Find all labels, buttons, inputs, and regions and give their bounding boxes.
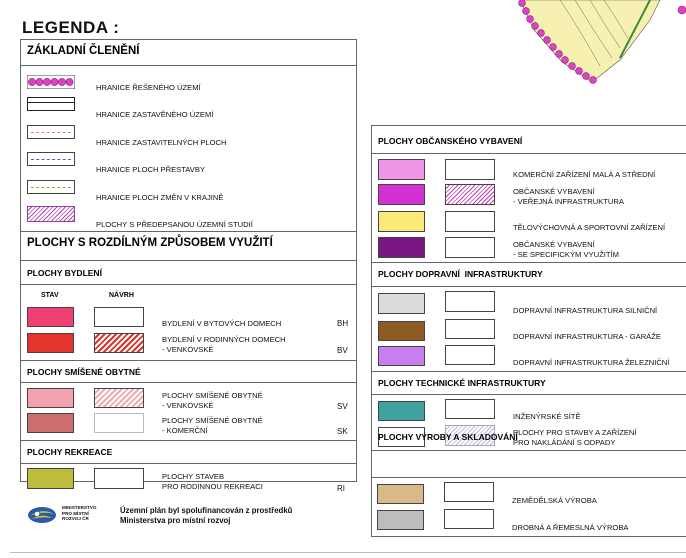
housing-item-code: BV [337, 346, 348, 355]
rail-navrh-swatch [445, 345, 495, 365]
recreation-item-label-2: PRO RODINNOU REKREACI [162, 482, 263, 491]
recreation-item-code: RI [337, 484, 345, 493]
mixed-title: PLOCHY SMÍŠENÉ OBYTNÉ [27, 367, 141, 377]
boundary-landscape-swatch [27, 180, 75, 194]
boundary-redevelopment-swatch [27, 152, 75, 166]
civic-commercial-stav-swatch [378, 159, 425, 180]
boundary-bead [583, 73, 590, 80]
logo-text-line: PRO MÍSTNÍ [62, 510, 89, 516]
basic-item-label: HRANICE PLOCH PŘESTAVBY [96, 165, 206, 174]
boundary-bead [544, 37, 551, 44]
boundary-bead [562, 57, 569, 64]
ri-navrh-swatch [94, 468, 144, 489]
production-item-label: ZEMĚDĚLSKÁ VÝROBA [512, 496, 597, 505]
boundary-bead [527, 16, 534, 23]
sv-navrh-swatch [94, 388, 144, 408]
recreation-item-label: PLOCHY STAVEB [162, 472, 225, 481]
stav-column-label: STAV [41, 292, 59, 299]
basic-item-label: HRANICE ŘEŠENÉHO ÚZEMÍ [96, 83, 201, 92]
logo-text-line: MINISTERSTVO [62, 505, 97, 510]
legend-title: LEGENDA : [22, 18, 120, 37]
boundary-bead [538, 30, 545, 37]
civic-item-label-2: - SE SPECIFICKÝM VYUŽITÍM [513, 250, 619, 259]
civic-item-label: TĚLOVÝCHOVNÁ A SPORTOVNÍ ZAŘÍZENÍ [513, 223, 666, 232]
agri-navrh-swatch [444, 482, 494, 502]
production-item-label: DROBNÁ A ŘEMESLNÁ VÝROBA [512, 523, 629, 532]
page-bottom-rule [10, 552, 686, 553]
mixed-item-code: SK [337, 427, 348, 436]
basic-section-title: ZÁKLADNÍ ČLENĚNÍ [27, 45, 140, 57]
production-title-visible: PLOCHY VÝROBY A SKLADOVÁNÍ [378, 432, 518, 442]
housing-item-label-2: - VENKOVSKÉ [162, 345, 214, 354]
mixed-item-label: PLOCHY SMÍŠENÉ OBYTNÉ [162, 391, 263, 400]
logo-text-line: ROZVOJ ČR [62, 516, 89, 522]
civic-public-stav-swatch [378, 184, 425, 205]
housing-item-label: BYDLENÍ V RODINNÝCH DOMECH [162, 335, 286, 344]
usage-section-title: PLOCHY S ROZDÍLNÝM ZPŮSOBEM VYUŽITÍ [27, 237, 273, 249]
tech-item-label: PLOCHY PRO STAVBY A ZAŘÍZENÍ [513, 428, 637, 437]
civic-sport-navrh-swatch [445, 211, 495, 232]
boundary-bead [556, 51, 563, 58]
navrh-column-label: NÁVRH [109, 292, 134, 299]
boundary-bead [523, 8, 530, 15]
transport-item-label: DOPRAVNÍ INFRASTRUKTURA ŽELEZNIČNÍ [513, 358, 670, 367]
study-area-swatch [27, 206, 75, 222]
ri-stav-swatch [27, 468, 74, 489]
boundary-built-up-swatch [27, 97, 75, 111]
sk-navrh-swatch [94, 413, 144, 433]
boundary-solved-area-swatch [27, 75, 75, 89]
boundary-bead [569, 63, 576, 70]
housing-item-label: BYDLENÍ V BYTOVÝCH DOMECH [162, 319, 282, 328]
utility-navrh-swatch [445, 399, 495, 419]
utility-stav-swatch [378, 401, 425, 421]
housing-item-code: BH [337, 319, 349, 328]
civic-item-label: OBČANSKÉ VYBAVENÍ [513, 187, 595, 196]
bh-navrh-swatch [94, 307, 144, 327]
ministry-logo-icon [26, 505, 58, 525]
civic-public-navrh-swatch [445, 184, 495, 205]
map-fragment [500, 0, 686, 100]
funding-note [120, 506, 292, 526]
left-legend-panel [20, 39, 357, 493]
civic-special-navrh-swatch [445, 237, 495, 258]
transport-title: PLOCHY DOPRAVNÍ INFRASTRUKTURY [378, 269, 543, 279]
craft-navrh-swatch [444, 509, 494, 529]
basic-item-label: HRANICE PLOCH ZMĚN V KRAJINĚ [96, 193, 224, 202]
civic-sport-stav-swatch [378, 211, 425, 232]
boundary-buildable-swatch [27, 125, 75, 139]
mixed-item-label-2: - KOMERČNÍ [162, 426, 208, 435]
logo-text [62, 505, 96, 522]
boundary-bead [590, 77, 597, 84]
civic-item-label: KOMERČNÍ ZAŘÍZENÍ MALÁ A STŘEDNÍ [513, 170, 656, 179]
transport-item-label: DOPRAVNÍ INFRASTRUKTURA - GARÁŽE [513, 332, 661, 341]
tech-item-label-2: PRO NAKLÁDÁNÍ S ODPADY [513, 438, 616, 447]
agri-stav-swatch [377, 484, 424, 504]
tech-title: PLOCHY TECHNICKÉ INFRASTRUKTURY [378, 378, 546, 388]
civic-special-stav-swatch [378, 237, 425, 258]
civic-item-label: OBČANSKÉ VYBAVENÍ [513, 240, 595, 249]
recreation-title: PLOCHY REKREACE [27, 447, 113, 457]
boundary-bead [576, 68, 583, 75]
mixed-item-label: PLOCHY SMÍŠENÉ OBYTNÉ [162, 416, 263, 425]
craft-stav-swatch [377, 510, 424, 530]
road-navrh-swatch [445, 291, 495, 312]
civic-commercial-navrh-swatch [445, 159, 495, 180]
bh-stav-swatch [27, 307, 74, 327]
sv-stav-swatch [27, 388, 74, 408]
funding-note-line1: Územní plán byl spolufinancován z prostředků [120, 506, 293, 515]
bv-navrh-swatch [94, 333, 144, 353]
civic-item-label-2: - VEŘEJNÁ INFRASTRUKTURA [513, 197, 624, 206]
tech-item-label: INŽENÝRSKÉ SÍTĚ [513, 412, 581, 421]
mixed-item-code: SV [337, 402, 348, 411]
garage-stav-swatch [378, 321, 425, 341]
production-items [371, 450, 686, 540]
bead-line-icon [27, 75, 75, 89]
basic-item-label: HRANICE ZASTAVĚNÉHO ÚZEMÍ [96, 110, 214, 119]
civic-title: PLOCHY OBČANSKÉHO VYBAVENÍ [378, 136, 523, 146]
rail-stav-swatch [378, 346, 425, 366]
boundary-bead [550, 44, 557, 51]
road-stav-swatch [378, 293, 425, 314]
garage-navrh-swatch [445, 319, 495, 339]
housing-title: PLOCHY BYDLENÍ [27, 268, 102, 278]
basic-item-label: HRANICE ZASTAVITELNÝCH PLOCH [96, 138, 227, 147]
bv-stav-swatch [27, 333, 74, 353]
boundary-bead [519, 0, 526, 6]
boundary-bead [532, 23, 539, 30]
mixed-item-label-2: - VENKOVSKÉ [162, 401, 214, 410]
sk-stav-swatch [27, 413, 74, 433]
transport-item-label: DOPRAVNÍ INFRASTRUKTURA SILNIČNÍ [513, 306, 658, 315]
basic-item-label: PLOCHY S PŘEDEPSANOU ÚZEMNÍ STUDIÍ [96, 220, 253, 229]
funding-note-line2: Ministerstva pro místní rozvoj [120, 516, 231, 525]
